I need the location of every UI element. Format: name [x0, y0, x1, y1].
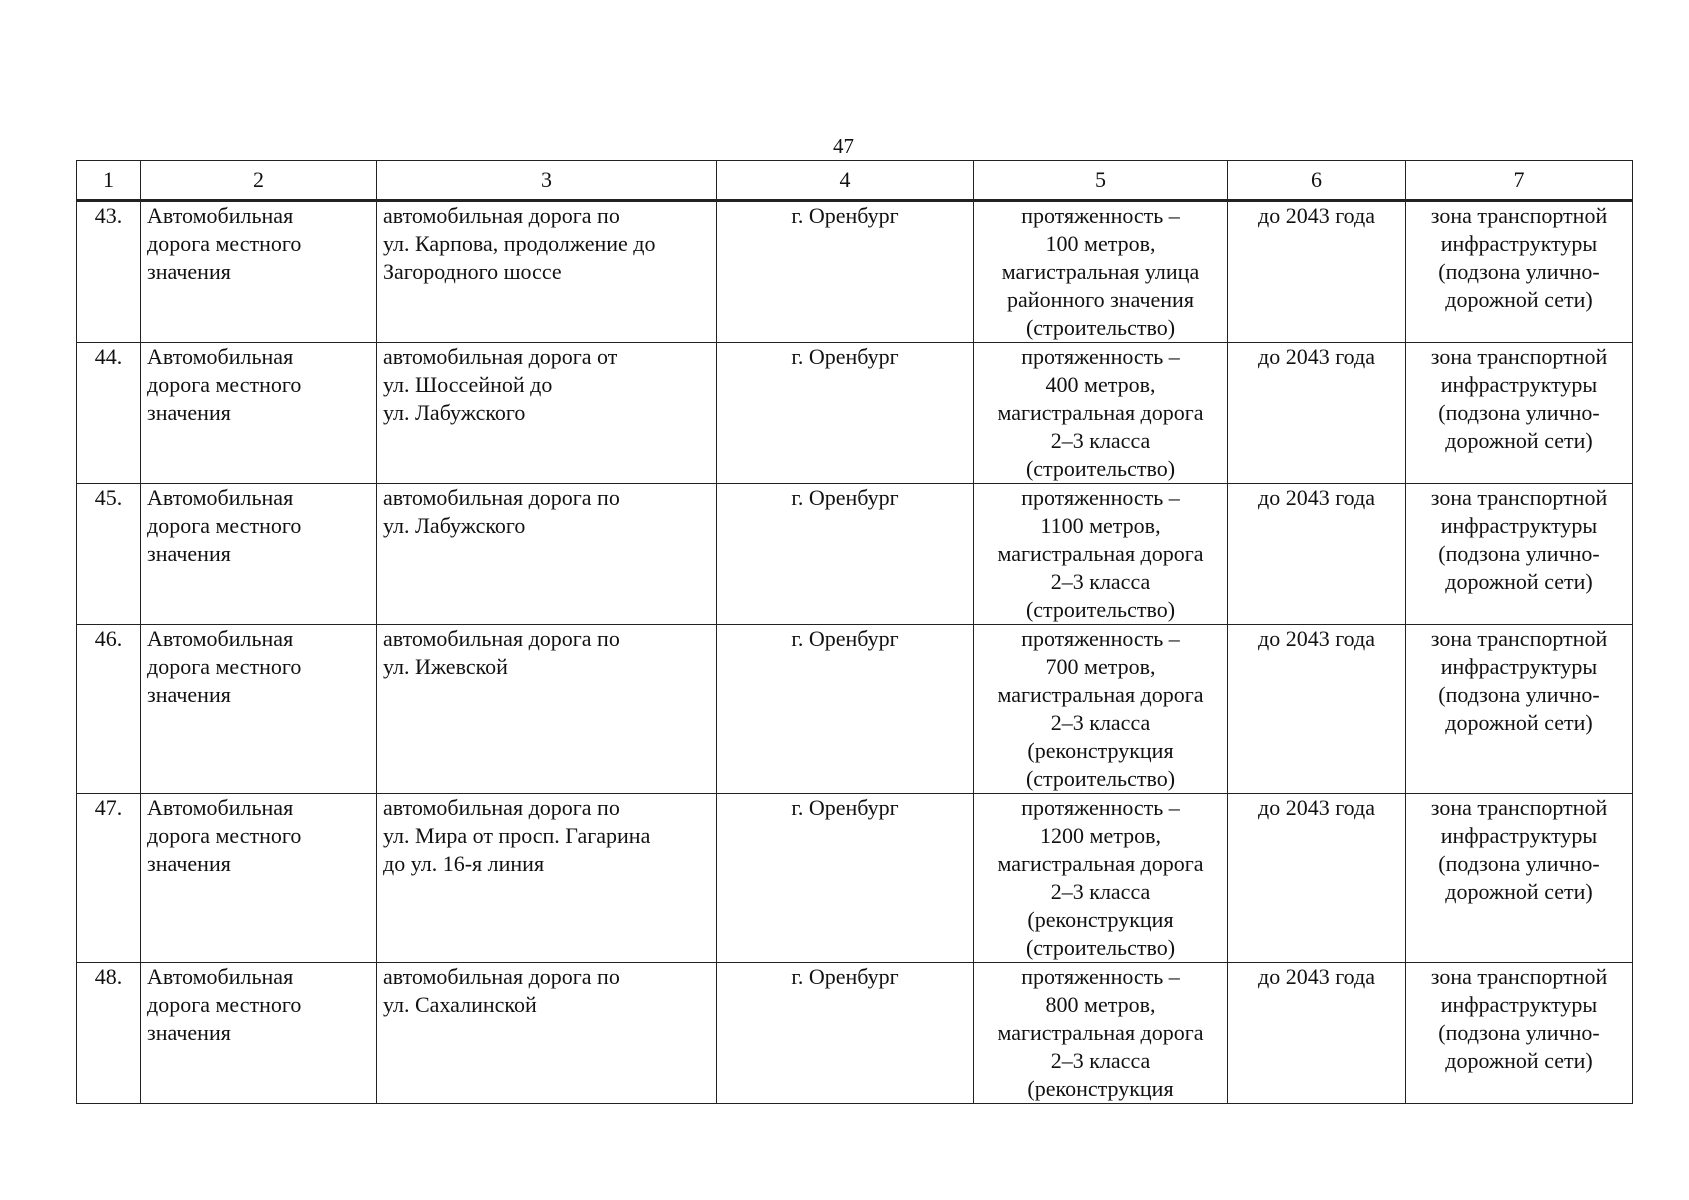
location-text: г. Оренбург — [791, 626, 899, 651]
row-number-cell — [77, 963, 141, 1104]
object-name-line: дорога местного — [147, 513, 302, 538]
zone-line: зона транспортной — [1430, 203, 1608, 228]
parameters-line: 2–3 класса — [1050, 710, 1151, 735]
location-text: г. Оренбург — [791, 344, 899, 369]
zone-line: зона транспортной — [1430, 964, 1608, 989]
table-row — [77, 794, 1633, 963]
zone-line: (подзона улично- — [1438, 400, 1600, 425]
object-description-line: ул. Шоссейной до — [383, 372, 553, 397]
term-cell — [1228, 343, 1406, 484]
parameters-line: протяженность – — [1021, 795, 1180, 820]
table-row — [77, 625, 1633, 794]
zone-line: (подзона улично- — [1438, 259, 1600, 284]
parameters-line: 1100 метров, — [1040, 513, 1161, 538]
parameters-line: 2–3 класса — [1050, 569, 1151, 594]
parameters-line: протяженность – — [1021, 626, 1180, 651]
location-cell — [717, 794, 974, 963]
object-name-cell — [141, 484, 377, 625]
term-text: до 2043 года — [1258, 344, 1375, 369]
zone-line: инфраструктуры — [1440, 372, 1598, 397]
location-cell — [717, 201, 974, 343]
object-description-cell — [377, 625, 717, 794]
object-name-cell — [141, 794, 377, 963]
object-description-line: ул. Карпова, продолжение до — [383, 231, 656, 256]
parameters-line: 2–3 класса — [1050, 879, 1151, 904]
zone-line: (подзона улично- — [1438, 682, 1600, 707]
zone-line: дорожной сети) — [1445, 428, 1593, 453]
term-cell — [1228, 794, 1406, 963]
parameters-line: 400 метров, — [1045, 372, 1156, 397]
parameters-cell — [974, 484, 1228, 625]
parameters-line: (реконструкция — [1027, 1076, 1174, 1101]
object-name-line: значения — [147, 1020, 231, 1045]
zone-cell — [1406, 963, 1633, 1104]
object-description-cell — [377, 484, 717, 625]
zone-line: (подзона улично- — [1438, 851, 1600, 876]
object-description-cell — [377, 963, 717, 1104]
location-cell — [717, 625, 974, 794]
table-row — [77, 963, 1633, 1104]
row-number-cell — [77, 794, 141, 963]
row-number: 43. — [94, 203, 123, 228]
object-description-line: ул. Ижевской — [383, 654, 508, 679]
row-number: 46. — [94, 626, 123, 651]
object-description-line: ул. Сахалинской — [383, 992, 537, 1017]
parameters-cell — [974, 963, 1228, 1104]
parameters-cell — [974, 794, 1228, 963]
infrastructure-table — [76, 160, 1633, 1104]
object-description-line: автомобильная дорога по — [383, 795, 620, 820]
parameters-line: 1200 метров, — [1040, 823, 1161, 848]
parameters-line: магистральная улица — [1001, 259, 1200, 284]
term-text: до 2043 года — [1258, 795, 1375, 820]
object-name-cell — [141, 201, 377, 343]
zone-line: зона транспортной — [1430, 626, 1608, 651]
parameters-line: магистральная дорога — [997, 851, 1204, 876]
zone-line: дорожной сети) — [1445, 1048, 1593, 1073]
table-row — [77, 484, 1633, 625]
parameters-line: магистральная дорога — [997, 541, 1204, 566]
parameters-line: 2–3 класса — [1050, 428, 1151, 453]
term-text: до 2043 года — [1258, 626, 1375, 651]
parameters-line: протяженность – — [1021, 344, 1180, 369]
zone-line: инфраструктуры — [1440, 513, 1598, 538]
object-description-line: до ул. 16-я линия — [383, 851, 545, 876]
object-description-line: автомобильная дорога по — [383, 964, 620, 989]
location-text: г. Оренбург — [791, 964, 899, 989]
zone-cell — [1406, 201, 1633, 343]
parameters-line: магистральная дорога — [997, 682, 1204, 707]
column-header: 1 — [77, 161, 141, 201]
object-name-line: дорога местного — [147, 992, 302, 1017]
row-number: 44. — [94, 344, 123, 369]
zone-line: зона транспортной — [1430, 485, 1608, 510]
parameters-line: магистральная дорога — [997, 400, 1204, 425]
object-name-line: Автомобильная — [147, 344, 294, 369]
parameters-cell — [974, 343, 1228, 484]
zone-line: (подзона улично- — [1438, 541, 1600, 566]
term-cell — [1228, 963, 1406, 1104]
parameters-line: магистральная дорога — [997, 1020, 1204, 1045]
column-number-header-row — [77, 161, 1633, 201]
parameters-line: протяженность – — [1021, 485, 1180, 510]
object-description-line: автомобильная дорога по — [383, 626, 620, 651]
object-description-line: Загородного шоссе — [383, 259, 562, 284]
parameters-line: протяженность – — [1021, 964, 1180, 989]
object-name-line: значения — [147, 851, 231, 876]
object-name-line: Автомобильная — [147, 964, 294, 989]
object-name-cell — [141, 963, 377, 1104]
object-description-line: ул. Лабужского — [383, 400, 526, 425]
zone-cell — [1406, 625, 1633, 794]
parameters-line: 2–3 класса — [1050, 1048, 1151, 1073]
object-name-line: значения — [147, 400, 231, 425]
zone-line: зона транспортной — [1430, 344, 1608, 369]
parameters-line: (строительство) — [1025, 766, 1176, 791]
zone-line: дорожной сети) — [1445, 287, 1593, 312]
object-name-line: Автомобильная — [147, 795, 294, 820]
column-header: 3 — [377, 161, 717, 201]
location-text: г. Оренбург — [791, 795, 899, 820]
location-cell — [717, 963, 974, 1104]
parameters-line: 800 метров, — [1045, 992, 1156, 1017]
parameters-line: (строительство) — [1025, 935, 1176, 960]
row-number: 48. — [94, 964, 123, 989]
object-name-line: Автомобильная — [147, 203, 294, 228]
object-name-line: значения — [147, 682, 231, 707]
location-cell — [717, 484, 974, 625]
parameters-line: (строительство) — [1025, 456, 1176, 481]
row-number-cell — [77, 343, 141, 484]
object-description-line: ул. Мира от просп. Гагарина — [383, 823, 651, 848]
object-description-cell — [377, 343, 717, 484]
parameters-line: 100 метров, — [1045, 231, 1156, 256]
column-header: 5 — [974, 161, 1228, 201]
table-row — [77, 343, 1633, 484]
row-number-cell — [77, 484, 141, 625]
zone-cell — [1406, 343, 1633, 484]
zone-line: дорожной сети) — [1445, 569, 1593, 594]
row-number: 45. — [94, 485, 123, 510]
object-name-line: значения — [147, 259, 231, 284]
parameters-line: (реконструкция — [1027, 738, 1174, 763]
object-description-cell — [377, 794, 717, 963]
page-number: 47 — [833, 134, 854, 158]
zone-line: инфраструктуры — [1440, 654, 1598, 679]
object-description-line: ул. Лабужского — [383, 513, 526, 538]
parameters-line: районного значения — [1007, 287, 1194, 312]
row-number-cell — [77, 625, 141, 794]
zone-line: (подзона улично- — [1438, 1020, 1600, 1045]
object-name-cell — [141, 343, 377, 484]
object-description-line: автомобильная дорога от — [383, 344, 618, 369]
zone-cell — [1406, 794, 1633, 963]
object-description-line: автомобильная дорога по — [383, 485, 620, 510]
object-name-line: дорога местного — [147, 823, 302, 848]
row-number: 47. — [94, 795, 123, 820]
object-name-line: значения — [147, 541, 231, 566]
object-name-line: дорога местного — [147, 372, 302, 397]
parameters-line: (реконструкция — [1027, 907, 1174, 932]
zone-line: инфраструктуры — [1440, 992, 1598, 1017]
table-row — [77, 201, 1633, 343]
zone-line: дорожной сети) — [1445, 710, 1593, 735]
parameters-cell — [974, 625, 1228, 794]
term-cell — [1228, 484, 1406, 625]
location-cell — [717, 343, 974, 484]
location-text: г. Оренбург — [791, 203, 899, 228]
zone-line: зона транспортной — [1430, 795, 1608, 820]
object-name-line: Автомобильная — [147, 485, 294, 510]
object-name-line: дорога местного — [147, 654, 302, 679]
term-text: до 2043 года — [1258, 203, 1375, 228]
location-text: г. Оренбург — [791, 485, 899, 510]
column-header: 2 — [141, 161, 377, 201]
column-header: 7 — [1406, 161, 1633, 201]
term-text: до 2043 года — [1258, 485, 1375, 510]
object-name-line: дорога местного — [147, 231, 302, 256]
object-name-line: Автомобильная — [147, 626, 294, 651]
zone-cell — [1406, 484, 1633, 625]
zone-line: инфраструктуры — [1440, 823, 1598, 848]
term-text: до 2043 года — [1258, 964, 1375, 989]
parameters-line: (строительство) — [1025, 315, 1176, 340]
object-name-cell — [141, 625, 377, 794]
zone-line: дорожной сети) — [1445, 879, 1593, 904]
term-cell — [1228, 625, 1406, 794]
zone-line: инфраструктуры — [1440, 231, 1598, 256]
table-body — [77, 201, 1633, 1104]
row-number-cell — [77, 201, 141, 343]
parameters-line: протяженность – — [1021, 203, 1180, 228]
term-cell — [1228, 201, 1406, 343]
object-description-cell — [377, 201, 717, 343]
column-header: 4 — [717, 161, 974, 201]
parameters-cell — [974, 201, 1228, 343]
column-header: 6 — [1228, 161, 1406, 201]
parameters-line: 700 метров, — [1045, 654, 1156, 679]
parameters-line: (строительство) — [1025, 597, 1176, 622]
object-description-line: автомобильная дорога по — [383, 203, 620, 228]
